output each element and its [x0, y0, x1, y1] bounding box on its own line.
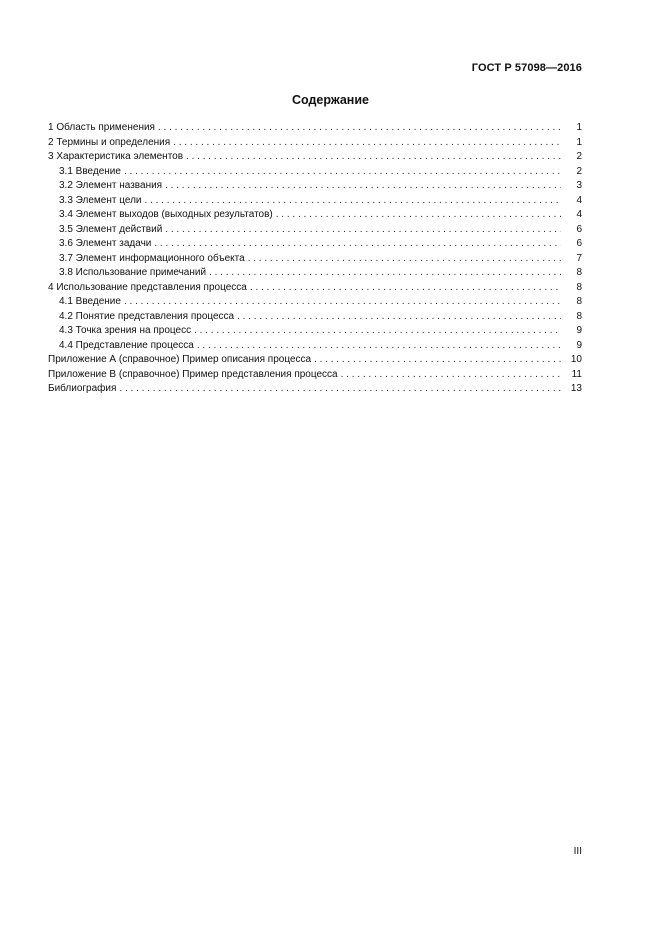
toc-dot-leader: [237, 310, 561, 325]
toc-dot-leader: [154, 237, 561, 252]
toc-dot-leader: [173, 136, 561, 151]
toc-entry-page: 8: [576, 267, 582, 278]
toc-entry-label: 2 Термины и определения: [48, 136, 171, 148]
toc-entry[interactable]: [48, 179, 582, 194]
toc-entry-label: 1 Область применения: [48, 122, 155, 133]
table-of-contents: [48, 121, 582, 397]
toc-entry[interactable]: [48, 136, 582, 151]
toc-entry-label: 4.2 Понятие представления процесса: [59, 310, 235, 322]
toc-entry[interactable]: [48, 252, 582, 267]
toc-entry-page: 11: [571, 368, 582, 380]
toc-entry[interactable]: [48, 295, 582, 310]
toc-entry-page: 1: [576, 136, 582, 148]
toc-entry-page: 9: [576, 325, 582, 336]
toc-entry-label: 3.3 Элемент цели: [59, 194, 142, 206]
toc-entry[interactable]: [48, 281, 582, 296]
toc-dot-leader: [341, 368, 561, 383]
toc-title: Содержание: [291, 93, 369, 107]
toc-entry-label: 3 Характеристика элементов: [48, 151, 184, 162]
toc-entry-page: 13: [570, 383, 582, 394]
toc-entry-label: 3.1 Введение: [59, 165, 121, 177]
toc-entry-page: 8: [576, 310, 582, 322]
toc-entry[interactable]: [48, 194, 582, 209]
toc-entry[interactable]: [48, 339, 582, 354]
page-number: III: [573, 846, 582, 857]
toc-dot-leader: [248, 252, 561, 267]
toc-entry-page: 9: [576, 339, 582, 351]
toc-dot-leader: [165, 179, 561, 194]
toc-entry-label: Приложение В (справочное) Пример представления процесса: [48, 368, 338, 380]
toc-dot-leader: [186, 150, 561, 165]
toc-entry-page: 8: [576, 296, 582, 307]
toc-entry-label: 3.2 Элемент названия: [59, 180, 163, 191]
toc-entry-label: 3.6 Элемент задачи: [59, 238, 152, 249]
toc-dot-leader: [314, 353, 561, 368]
toc-entry-label: 3.8 Использование примечаний: [59, 267, 207, 278]
toc-entry[interactable]: [48, 165, 582, 180]
toc-dot-leader: [124, 295, 561, 310]
toc-dot-leader: [124, 165, 561, 180]
toc-entry-page: 3: [576, 180, 582, 191]
toc-entry-page: 4: [576, 209, 582, 220]
document-code: ГОСТ Р 57098—2016: [471, 62, 582, 74]
toc-entry[interactable]: [48, 237, 582, 252]
toc-entry-label: 3.4 Элемент выходов (выходных результатов): [59, 209, 273, 220]
toc-entry[interactable]: [48, 353, 582, 368]
toc-entry-page: 10: [570, 354, 582, 365]
toc-entry-label: Библиография: [48, 383, 117, 394]
toc-entry-label: 4.1 Введение: [59, 296, 121, 307]
toc-dot-leader: [158, 121, 561, 136]
toc-entry-page: 2: [576, 151, 582, 162]
toc-entry-page: 7: [576, 252, 582, 264]
toc-entry[interactable]: [48, 310, 582, 325]
toc-entry-label: 4.3 Точка зрения на процесс: [59, 325, 192, 336]
toc-entry-label: 4 Использование представления процесса: [48, 281, 247, 293]
toc-entry[interactable]: [48, 223, 582, 238]
toc-dot-leader: [197, 339, 561, 354]
toc-entry[interactable]: [48, 266, 582, 281]
toc-entry-label: Приложение А (справочное) Пример описания процесса: [48, 354, 312, 365]
toc-dot-leader: [194, 324, 561, 339]
toc-dot-leader: [250, 281, 561, 296]
toc-entry-page: 8: [576, 281, 582, 293]
toc-entry-label: 4.4 Представление процесса: [59, 339, 194, 351]
toc-entry[interactable]: [48, 382, 582, 397]
toc-entry-label: 3.7 Элемент информационного объекта: [59, 252, 245, 264]
toc-entry[interactable]: [48, 150, 582, 165]
toc-entry-label: 3.5 Элемент действий: [59, 223, 163, 235]
toc-dot-leader: [209, 266, 561, 281]
toc-entry[interactable]: [48, 121, 582, 136]
toc-dot-leader: [276, 208, 561, 223]
toc-entry[interactable]: [48, 368, 582, 383]
toc-entry[interactable]: [48, 324, 582, 339]
toc-dot-leader: [165, 223, 561, 238]
toc-entry-page: 6: [576, 223, 582, 235]
toc-entry-page: 4: [576, 194, 582, 206]
toc-entry-page: 1: [576, 122, 582, 133]
toc-dot-leader: [145, 194, 561, 209]
toc-entry[interactable]: [48, 208, 582, 223]
toc-entry-page: 6: [576, 238, 582, 249]
toc-dot-leader: [119, 382, 561, 397]
toc-entry-page: 2: [576, 165, 582, 177]
